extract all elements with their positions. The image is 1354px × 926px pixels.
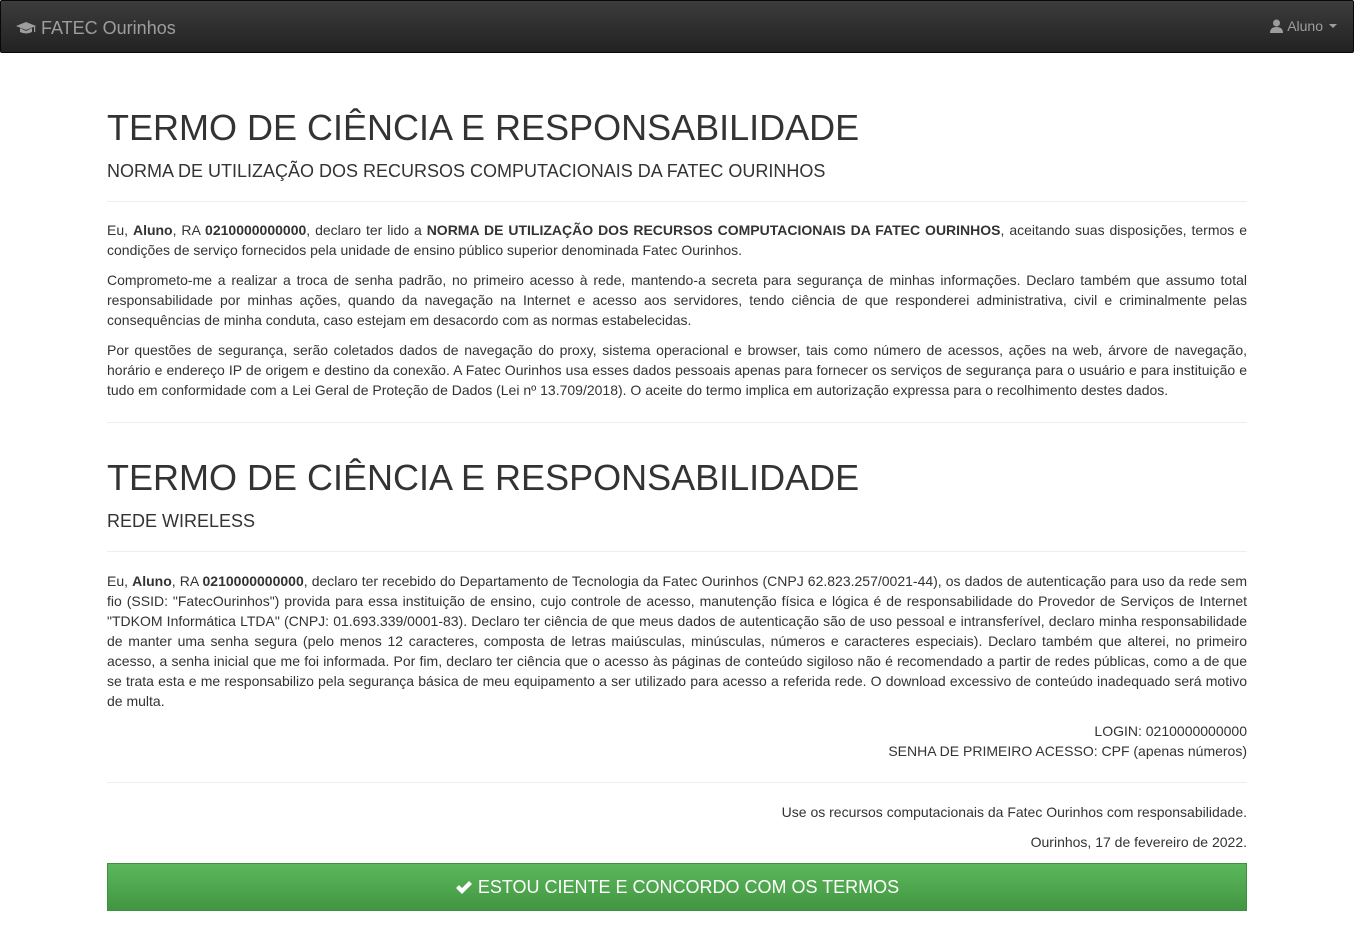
divider	[107, 551, 1247, 552]
text: , aceitando suas disposições, termos e condições de serviço fornecidos pela unidade de ensino público superior denominada Fatec Ourinhos.	[107, 222, 1247, 258]
text: , declaro ter lido a	[306, 222, 427, 238]
section2-subtitle: REDE WIRELESS	[107, 511, 256, 531]
section1-paragraph-1	[107, 220, 1247, 260]
check-icon	[455, 880, 473, 895]
login-line: LOGIN: 0210000000000	[1094, 723, 1247, 739]
section-norma-header	[107, 108, 1247, 181]
brand-link[interactable]	[16, 16, 176, 40]
caret-down-icon	[1329, 24, 1337, 28]
graduation-cap-icon	[16, 20, 36, 36]
section1-subtitle: NORMA DE UTILIZAÇÃO DOS RECURSOS COMPUTACIONAIS DA FATEC OURINHOS	[107, 161, 826, 181]
section1-paragraph-3: Por questões de segurança, serão coletados dados de navegação do proxy, sistema operacional e browser, tais como número de acessos, ações na web, árvore de navegação, horário e endereço IP de origem e destino da conexão. A Fatec Ourinhos usa esses dados pessoais apenas para fornecer os serviços de segurança para o usuário e para instituição e tudo em conformidade com a Lei Geral de Proteção de Dados (Lei nº 13.709/2018). O aceite do termo implica em autorização expressa para o recolhimento destes dados.	[107, 342, 1247, 398]
divider	[107, 422, 1247, 423]
divider	[107, 201, 1247, 202]
user-menu-dropdown[interactable]	[1270, 16, 1337, 36]
section1-paragraph-2: Comprometo-me a realizar a troca de senha padrão, no primeiro acesso à rede, mantendo-a secreta para segurança de minhas informações. Declaro também que assumo total responsabilidade por minhas ações, quando da navegação na Internet e acesso aos servidores, tendo ciência de que responderei administrativa, civil e criminalmente pelas consequências de minha conduta, caso estejam em desacordo com as normas estabelecidas.	[107, 272, 1247, 328]
date-line: Ourinhos, 17 de fevereiro de 2022.	[1030, 834, 1247, 850]
brand-text: FATEC Ourinhos	[41, 18, 176, 38]
user-icon	[1270, 19, 1283, 33]
student-name: Aluno	[132, 573, 172, 589]
footer-notes	[107, 802, 1247, 852]
text: Eu,	[107, 222, 133, 238]
section2-body	[107, 571, 1247, 761]
section1-body	[107, 220, 1247, 400]
agree-terms-button[interactable]	[107, 863, 1247, 911]
text: , RA	[171, 573, 203, 589]
divider	[107, 782, 1247, 783]
student-name: Aluno	[132, 222, 173, 238]
agree-button-label: ESTOU CIENTE E CONCORDO COM OS TERMOS	[477, 876, 900, 897]
text: , declaro ter recebido do Departamento de Tecnologia da Fatec Ourinhos (CNPJ 62.823.257/0021-44), os dados de autenticação para uso da rede sem fio (SSID: "FatecOurinhos") provida para essa instituição de ensino, cujo controle de acesso, manutenção física e lógica é de responsabilidade do Provedor de Serviços de Internet "TDKOM Informática LTDA" (CNPJ: 01.693.339/0001-83). Declaro ter ciência de que meus dados de autenticação são de uso pessoal e intransferível, declaro minha responsabilidade de manter uma senha segura (pelo menos 12 caracteres, composta de letras maiúsculas, minúsculas, números e caracteres especiais). Declaro também que alterei, no primeiro acesso, a senha inicial que me foi informada. Por fim, declaro ter ciência que o acesso às páginas de conteúdo sigiloso não é recomendado a partir de redes públicas, como a de que se trata esta e me responsabilizo pela segurança básica de meu equipamento a ser utilizado para acesso a referida rede. O download excessivo de conteúdo inadequado será motivo de multa.	[107, 573, 1247, 709]
text: , RA	[172, 222, 206, 238]
section2-paragraph-1	[107, 571, 1247, 711]
section-wireless-header	[107, 458, 1247, 531]
user-label: Aluno	[1287, 18, 1323, 34]
text: Eu,	[107, 573, 133, 589]
section2-title: TERMO DE CIÊNCIA E RESPONSABILIDADE	[107, 457, 860, 498]
student-ra: 0210000000000	[202, 573, 304, 589]
section1-title: TERMO DE CIÊNCIA E RESPONSABILIDADE	[107, 107, 860, 148]
student-ra: 0210000000000	[205, 222, 307, 238]
navbar	[0, 0, 1354, 53]
norma-title: NORMA DE UTILIZAÇÃO DOS RECURSOS COMPUTACIONAIS DA FATEC OURINHOS	[426, 222, 1001, 238]
responsibility-note: Use os recursos computacionais da Fatec Ourinhos com responsabilidade.	[781, 804, 1247, 820]
password-line: SENHA DE PRIMEIRO ACESSO: CPF (apenas números)	[888, 743, 1247, 759]
